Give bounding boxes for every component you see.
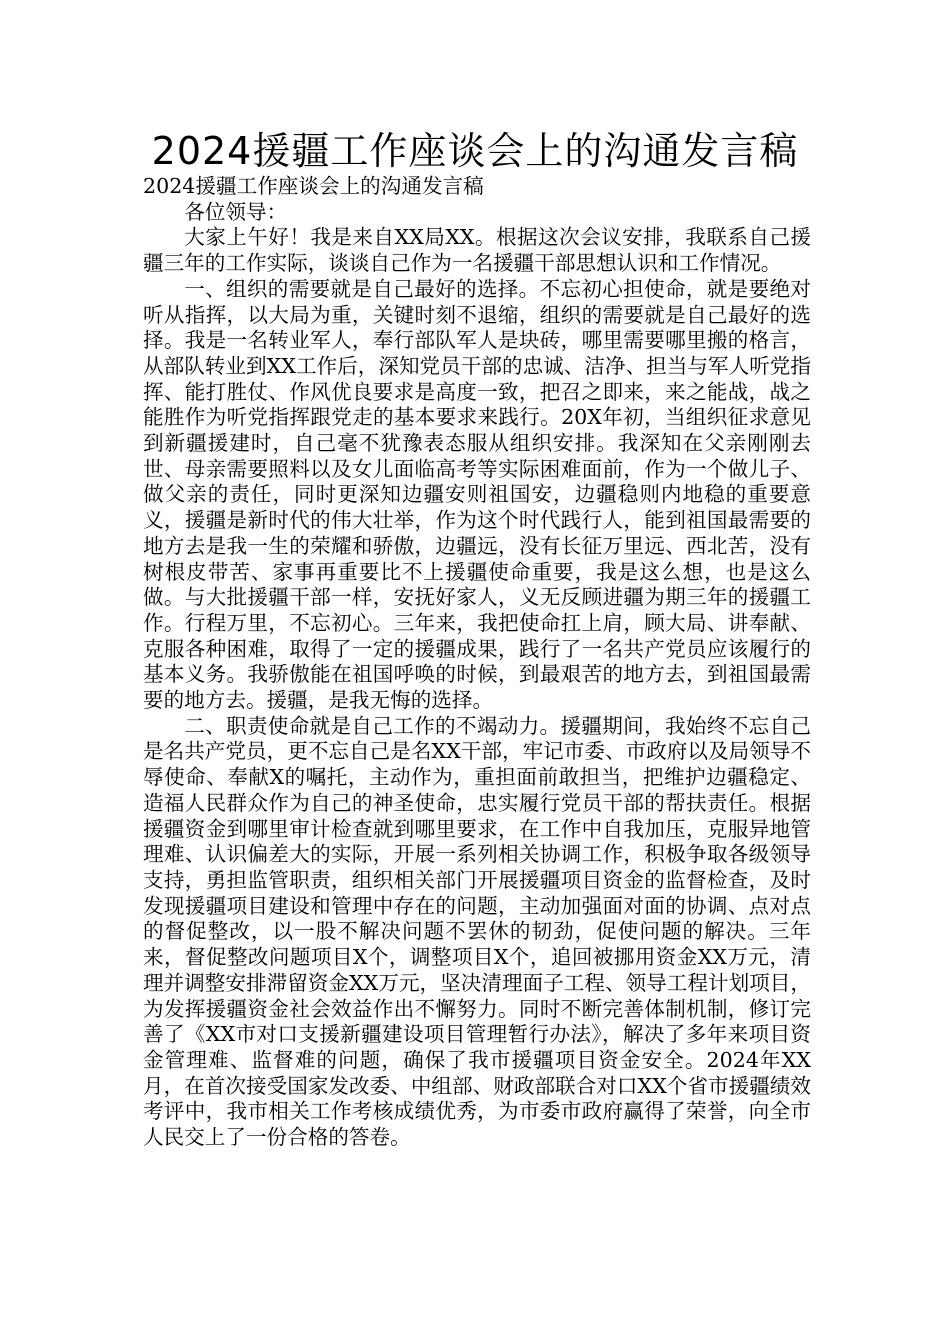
paragraph-section-one: 一、组织的需要就是自己最好的选择。不忘初心担使命，就是要绝对听从指挥，以大局为重，关键时刻不退缩，组织的需要就是自己最好的选择。我是一名转业军人，奉行部队军人是块砖，哪里需要哪里搬的格言，从部队转业到XX工作后，深知党员干部的忠诚、洁净、担当与军人听党指挥、能打胜仗、作风优良要求是高度一致，把召之即来，来之能战，战之能胜作为听党指挥跟党走的基本要求来践行。20X年初，当组织征求意见到新疆援建时，自己毫不犹豫表态服从组织安排。我深知在父亲刚刚去世、母亲需要照料以及女儿面临高考等实际困难面前，作为一个做儿子、做父亲的责任，同时更深知边疆安则祖国安，边疆稳则内地稳的重要意义，援疆是新时代的伟大壮举，作为这个时代践行人，能到祖国最需要的地方去是我一生的荣耀和骄傲，边疆远，没有长征万里远、西北苦，没有树根皮带苦、家事再重要比不上援疆使命重要，我是这么想，也是这么做。与大批援疆干部一样，安抚好家人，义无反顾进疆为期三年的援疆工作。行程万里，不忘初心。三年来，我把使命扛上肩，顾大局、讲奉献、克服各种困难，取得了一定的援疆成果，践行了一名共产党员应该履行的基本义务。我骄傲能在祖国呼唤的时候，到最艰苦的地方去，到祖国最需要的地方去。援疆，是我无悔的选择。: [143, 276, 811, 713]
paragraph-section-two: 二、职责使命就是自己工作的不竭动力。援疆期间，我始终不忘自己是名共产党员，更不忘自己是名XX干部，牢记市委、市政府以及局领导不辱使命、奉献X的嘱托，主动作为，重担面前敢担当，把维护边疆稳定、造福人民群众作为自己的神圣使命，忠实履行党员干部的帮扶责任。根据援疆资金到哪里审计检查就到哪里要求，在工作中自我加压，克服异地管理难、认识偏差大的实际，开展一系列相关协调工作，积极争取各级领导支持，勇担监管职责，组织相关部门开展援疆项目资金的监督检查，及时发现援疆项目建设和管理中存在的问题，主动加强面对面的协调、点对点的督促整改，以一股不解决问题不罢休的韧劲，促使问题的解决。三年来，督促整改问题项目X个，调整项目X个，追回被挪用资金XX万元，清理并调整安排滞留资金XX万元，坚决清理面子工程、领导工程计划项目，为发挥援疆资金社会效益作出不懈努力。同时不断完善体制机制，修订完善了《XX市对口支援新疆建设项目管理暂行办法》，解决了多年来项目资金管理难、监督难的问题，确保了我市援疆项目资金安全。2024年XX月，在首次接受国家发改委、中组部、财政部联合对口XX个省市援疆绩效考评中，我市相关工作考核成绩优秀，为市委市政府赢得了荣誉，向全市人民交上了一份合格的答卷。: [143, 713, 811, 1150]
paragraph-greeting: 大家上午好！我是来自XX局XX。根据这次会议安排，我联系自己援疆三年的工作实际，谈谈自己作为一名援疆干部思想认识和工作情况。: [143, 225, 811, 276]
document-subtitle: 2024援疆工作座谈会上的沟通发言稿: [143, 174, 484, 198]
document-title: 2024援疆工作座谈会上的沟通发言稿: [151, 129, 799, 173]
document-body: [143, 174, 811, 1151]
salutation: 各位领导：: [184, 199, 288, 224]
